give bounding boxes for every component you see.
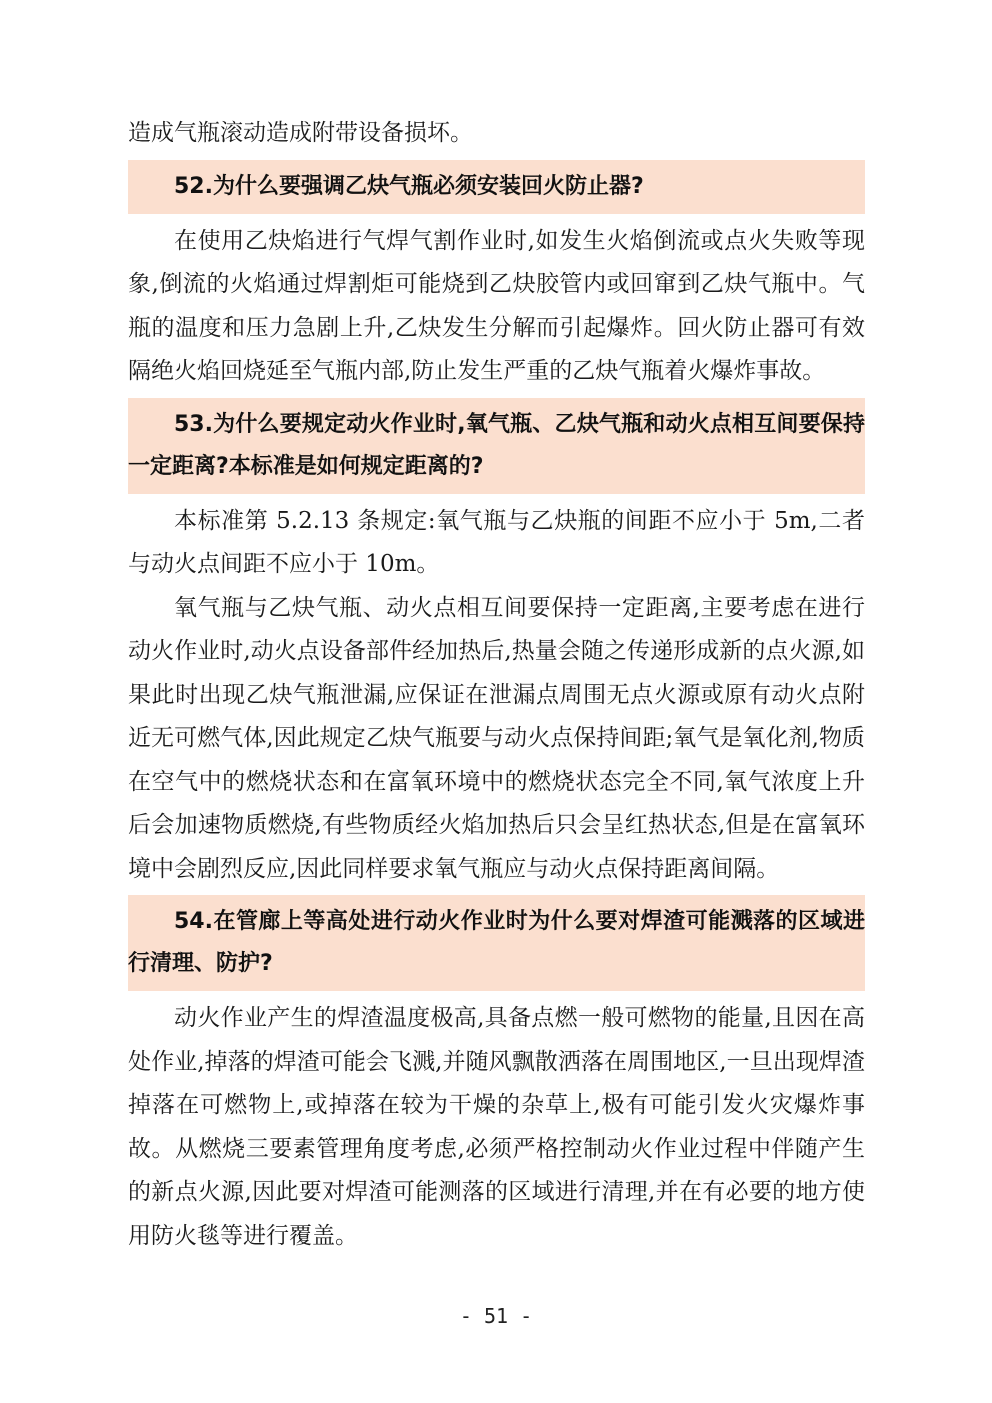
continuation-paragraph: 造成气瓶滚动造成附带设备损坏。	[128, 120, 473, 146]
question-54-block	[128, 895, 865, 991]
answer-53-paragraph-1: 本标准第 5.2.13 条规定:氧气瓶与乙炔瓶的间距不应小于 5m,二者与动火点间距不应小于 10m。	[128, 507, 865, 577]
question-52-block	[128, 160, 865, 214]
document-page	[128, 112, 865, 1258]
question-53-block	[128, 398, 865, 494]
answer-53-paragraph-2: 氧气瓶与乙炔气瓶、动火点相互间要保持一定距离,主要考虑在进行动火作业时,动火点设备部件经加热后,热量会随之传递形成新的点火源,如果此时出现乙炔气瓶泄漏,应保证在泄漏点周围无点火源或原有动火点附近无可燃气体,因此规定乙炔气瓶要与动火点保持间距;氧气是氧化剂,物质在空气中的燃烧状态和在富氧环境中的燃烧状态完全不同,氧气浓度上升后会加速物质燃烧,有些物质经火焰加热后只会呈红热状态,但是在富氧环境中会剧烈反应,因此同样要求氧气瓶应与动火点保持距离间隔。	[128, 594, 865, 882]
page-number: - 51 -	[459, 1304, 533, 1328]
question-53-title: 53.为什么要规定动火作业时,氧气瓶、乙炔气瓶和动火点相互间要保持一定距离?本标准是如何规定距离的?	[128, 411, 865, 479]
answer-54-paragraph: 动火作业产生的焊渣温度极高,具备点燃一般可燃物的能量,且因在高处作业,掉落的焊渣可能会飞溅,并随风飘散洒落在周围地区,一旦出现焊渣掉落在可燃物上,或掉落在较为干燥的杂草上,极有可能引发火灾爆炸事故。从燃烧三要素管理角度考虑,必须严格控制动火作业过程中伴随产生的新点火源,因此要对焊渣可能测落的区域进行清理,并在有必要的地方使用防火毯等进行覆盖。	[128, 1005, 865, 1249]
question-52-title: 52.为什么要强调乙炔气瓶必须安装回火防止器?	[174, 173, 644, 199]
answer-52-paragraph: 在使用乙炔焰进行气焊气割作业时,如发生火焰倒流或点火失败等现象,倒流的火焰通过焊割炬可能烧到乙炔胶管内或回窜到乙炔气瓶中。气瓶的温度和压力急剧上升,乙炔发生分解而引起爆炸。回火防止器可有效隔绝火焰回烧延至气瓶内部,防止发生严重的乙炔气瓶着火爆炸事故。	[128, 227, 865, 384]
question-54-title: 54.在管廊上等高处进行动火作业时为什么要对焊渣可能溅落的区域进行清理、防护?	[128, 909, 865, 976]
